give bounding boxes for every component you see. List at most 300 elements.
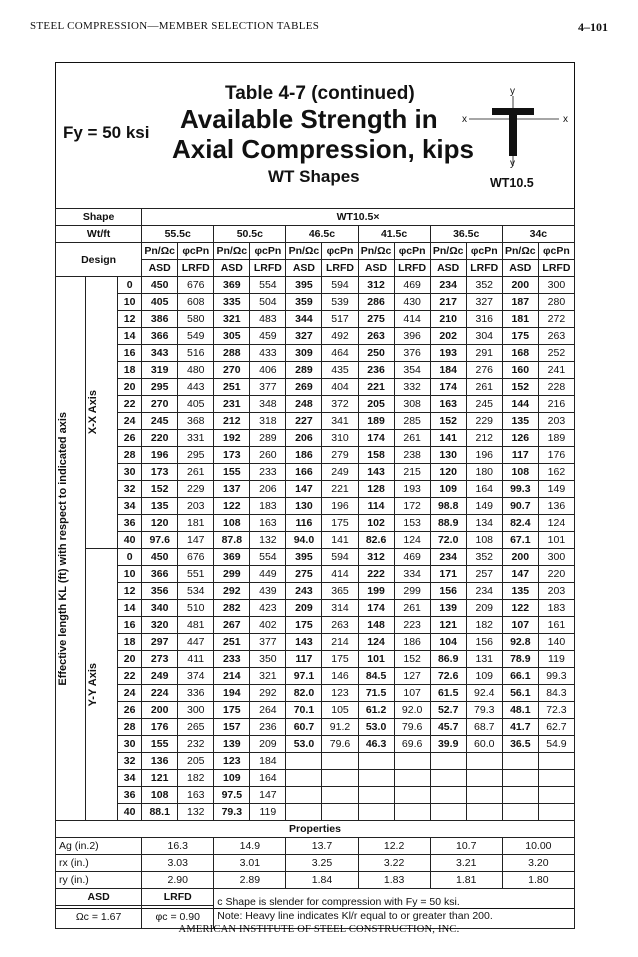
property-row [56,838,575,855]
strength-value [502,770,538,787]
lrfd-header: LRFD [538,260,574,277]
kl-value: 30 [118,464,142,481]
yy-axis-label [86,549,118,821]
page-footer: AMERICAN INSTITUTE OF STEEL CONSTRUCTION, INC. [178,924,460,935]
strength-value: 60.7 [286,719,322,736]
strength-value: 368 [178,413,214,430]
strength-value: 236 [358,362,394,379]
running-header: STEEL COMPRESSION—MEMBER SELECTION TABLES [30,20,320,32]
strength-value: 251 [214,379,250,396]
strength-value: 205 [358,396,394,413]
strength-value: 107 [502,617,538,634]
strength-value: 72.0 [430,532,466,549]
strength-value: 82.0 [286,685,322,702]
strength-value: 200 [502,549,538,566]
strength-value: 243 [286,583,322,600]
strength-value: 234 [430,549,466,566]
strength-value: 263 [538,328,574,345]
strength-value: 117 [502,447,538,464]
table-title-line1: Available Strength in [180,104,438,134]
strength-value: 450 [142,549,178,566]
strength-value: 594 [322,277,358,294]
strength-value: 152 [394,651,430,668]
strength-value: 126 [502,430,538,447]
table-row [56,600,575,617]
strength-value: 554 [250,277,286,294]
strength-value: 344 [286,311,322,328]
strength-value: 130 [286,498,322,515]
pn-asd-header: Pn/Ωc [502,243,538,260]
strength-value: 249 [322,464,358,481]
strength-value [430,753,466,770]
strength-value: 175 [286,617,322,634]
strength-value: 155 [142,736,178,753]
weight-header: 34c [502,226,574,243]
kl-value: 10 [118,566,142,583]
strength-value: 117 [286,651,322,668]
strength-value: 194 [214,685,250,702]
strength-value: 366 [142,566,178,583]
shape-designation: WT10.5 [490,176,534,190]
kl-value: 14 [118,328,142,345]
strength-value: 404 [322,379,358,396]
strength-value: 308 [394,396,430,413]
strength-value: 148 [358,617,394,634]
strength-value: 92.4 [466,685,502,702]
strength-value: 203 [538,583,574,600]
strength-value: 97.5 [214,787,250,804]
strength-value: 608 [178,294,214,311]
strength-value: 109 [430,481,466,498]
strength-value: 336 [178,685,214,702]
strength-value: 492 [322,328,358,345]
strength-value: 310 [322,430,358,447]
strength-value: 447 [178,634,214,651]
strength-value: 374 [178,668,214,685]
strength-value: 341 [322,413,358,430]
strength-value: 510 [178,600,214,617]
strength-value: 377 [250,379,286,396]
strength-value: 352 [466,277,502,294]
strength-value: 260 [250,447,286,464]
strength-value: 377 [250,634,286,651]
strength-value: 539 [322,294,358,311]
table-row [56,430,575,447]
strength-value: 300 [538,277,574,294]
strength-value: 238 [394,447,430,464]
table-row [56,719,575,736]
strength-value: 45.7 [430,719,466,736]
strength-value: 163 [178,787,214,804]
table-row [56,770,575,787]
property-value: 14.9 [214,838,286,855]
strength-value: 152 [142,481,178,498]
strength-value: 233 [214,651,250,668]
strength-value: 72.6 [430,668,466,685]
strength-value: 295 [142,379,178,396]
table-row [56,668,575,685]
strength-value [286,753,322,770]
strength-value: 534 [178,583,214,600]
strength-value: 275 [358,311,394,328]
strength-value: 221 [358,379,394,396]
kl-value: 24 [118,685,142,702]
strength-value: 263 [358,328,394,345]
strength-value: 241 [538,362,574,379]
table-row [56,634,575,651]
strength-value [466,753,502,770]
strength-value: 147 [178,532,214,549]
strength-value: 212 [466,430,502,447]
strength-value: 327 [466,294,502,311]
strength-value: 423 [250,600,286,617]
strength-value: 147 [286,481,322,498]
strength-value: 141 [322,532,358,549]
strength-value: 70.1 [286,702,322,719]
strength-value: 352 [466,549,502,566]
strength-value: 114 [358,498,394,515]
strength-value: 53.0 [358,719,394,736]
strength-value: 158 [358,447,394,464]
table-row [56,294,575,311]
strength-value: 108 [214,515,250,532]
strength-value: 251 [214,634,250,651]
strength-value: 67.1 [502,532,538,549]
xx-axis-label [86,277,118,549]
strength-value: 285 [394,413,430,430]
table-row [56,498,575,515]
strength-value: 101 [538,532,574,549]
property-value: 13.7 [286,838,358,855]
table-row [56,311,575,328]
kl-value: 28 [118,447,142,464]
strength-value [502,787,538,804]
strength-value: 676 [178,549,214,566]
strength-value: 189 [358,413,394,430]
strength-value: 149 [538,481,574,498]
strength-value: 91.2 [322,719,358,736]
strength-value: 99.3 [538,668,574,685]
strength-value: 209 [286,600,322,617]
strength-value: 156 [430,583,466,600]
kl-value: 10 [118,294,142,311]
strength-value: 98.8 [430,498,466,515]
strength-value: 53.0 [286,736,322,753]
strength-value: 369 [214,549,250,566]
strength-value: 184 [250,753,286,770]
strength-value: 449 [250,566,286,583]
kl-value: 36 [118,787,142,804]
strength-value: 147 [502,566,538,583]
strength-value [430,804,466,821]
strength-value: 267 [214,617,250,634]
strength-value: 282 [214,600,250,617]
shape-value: WT10.5× [142,209,575,226]
strength-value: 372 [322,396,358,413]
strength-value: 365 [322,583,358,600]
table-row [56,379,575,396]
kl-value: 0 [118,277,142,294]
property-value: 10.00 [502,838,574,855]
strength-value: 261 [394,430,430,447]
strength-value: 130 [430,447,466,464]
strength-value: 140 [538,634,574,651]
table-row [56,447,575,464]
properties-header: Properties [56,821,575,838]
kl-value: 36 [118,515,142,532]
strength-value: 128 [358,481,394,498]
strength-value [538,787,574,804]
strength-value: 144 [502,396,538,413]
strength-value: 157 [214,719,250,736]
strength-value: 327 [286,328,322,345]
strength-value: 366 [142,328,178,345]
strength-value: 82.4 [502,515,538,532]
wt-section-icon [455,86,575,176]
strength-value: 321 [214,311,250,328]
strength-value: 181 [178,515,214,532]
strength-value: 220 [142,430,178,447]
table-row [56,566,575,583]
strength-value: 304 [466,328,502,345]
strength-value: 430 [394,294,430,311]
strength-value: 299 [394,583,430,600]
strength-value: 261 [178,464,214,481]
strength-value: 186 [286,447,322,464]
strength-value: 406 [250,362,286,379]
strength-value: 180 [466,464,502,481]
note-slender: c Shape is slender for compression with Fy = 50 ksi. [217,895,460,908]
strength-value: 174 [430,379,466,396]
strength-value: 87.8 [214,532,250,549]
strength-value: 264 [250,702,286,719]
kl-value: 20 [118,379,142,396]
strength-value [358,804,394,821]
strength-value: 97.1 [286,668,322,685]
notes [214,889,575,929]
strength-value: 594 [322,549,358,566]
weight-header: 55.5c [142,226,214,243]
strength-value: 196 [322,498,358,515]
strength-value [286,804,322,821]
table-title-line2: Axial Compression, kips [172,134,474,164]
kl-value: 40 [118,804,142,821]
table-row [56,753,575,770]
yy-axis-label-text: Y-Y Axis [87,662,100,707]
strength-value: 135 [502,583,538,600]
strength-value: 203 [178,498,214,515]
strength-value [394,787,430,804]
strength-value: 109 [214,770,250,787]
table-row [56,702,575,719]
strength-value: 174 [358,430,394,447]
strength-value: 94.0 [286,532,322,549]
strength-value: 71.5 [358,685,394,702]
strength-value: 124 [358,634,394,651]
asd-footer-label: ASD [56,889,142,906]
strength-value: 214 [322,634,358,651]
asd-header: ASD [502,260,538,277]
strength-value: 176 [538,447,574,464]
kl-value: 14 [118,600,142,617]
table-row [56,481,575,498]
pn-lrfd-header: φcPn [322,243,358,260]
strength-value: 433 [250,345,286,362]
table-row [56,804,575,821]
strength-value: 88.9 [430,515,466,532]
property-value: 2.90 [142,872,214,889]
kl-value: 40 [118,532,142,549]
kl-value: 18 [118,362,142,379]
table-row [56,787,575,804]
strength-value: 120 [142,515,178,532]
asd-header: ASD [430,260,466,277]
strength-value: 54.9 [538,736,574,753]
strength-value: 97.6 [142,532,178,549]
strength-value: 273 [142,651,178,668]
strength-value: 343 [142,345,178,362]
strength-value: 203 [538,413,574,430]
strength-value: 270 [142,396,178,413]
strength-value: 66.1 [502,668,538,685]
strength-value: 143 [358,464,394,481]
strength-value: 376 [394,345,430,362]
strength-value: 146 [322,668,358,685]
strength-value: 257 [466,566,502,583]
table-row [56,396,575,413]
strength-value: 175 [214,702,250,719]
strength-value: 135 [502,413,538,430]
strength-value: 109 [466,668,502,685]
strength-value: 554 [250,549,286,566]
strength-value: 171 [430,566,466,583]
strength-value [430,770,466,787]
strength-value: 119 [538,651,574,668]
strength-value [538,753,574,770]
lrfd-header: LRFD [394,260,430,277]
weight-label: Wt/ft [56,226,142,243]
table-row [56,583,575,600]
strength-value [466,787,502,804]
strength-value: 214 [214,668,250,685]
lrfd-header: LRFD [322,260,358,277]
strength-value: 172 [394,498,430,515]
kl-value: 16 [118,345,142,362]
strength-value: 182 [466,617,502,634]
strength-value: 175 [502,328,538,345]
strength-value: 164 [466,481,502,498]
strength-value: 186 [394,634,430,651]
kl-value: 30 [118,736,142,753]
strength-value: 79.3 [214,804,250,821]
weight-header: 36.5c [430,226,502,243]
yield-strength: Fy = 50 ksi [63,123,150,142]
strength-value: 139 [430,600,466,617]
strength-value: 369 [214,277,250,294]
strength-value: 359 [286,294,322,311]
strength-value: 221 [322,481,358,498]
strength-value: 229 [466,413,502,430]
strength-value: 288 [214,345,250,362]
strength-value: 411 [178,651,214,668]
strength-value: 127 [394,668,430,685]
asd-header: ASD [286,260,322,277]
strength-value: 318 [250,413,286,430]
strength-value: 79.6 [322,736,358,753]
strength-value: 134 [466,515,502,532]
strength-value: 291 [466,345,502,362]
strength-value: 402 [250,617,286,634]
strength-value: 131 [466,651,502,668]
strength-value: 249 [142,668,178,685]
strength-value: 297 [142,634,178,651]
strength-value: 312 [358,277,394,294]
strength-value: 464 [322,345,358,362]
strength-value: 676 [178,277,214,294]
strength-value: 289 [250,430,286,447]
property-value: 3.21 [430,855,502,872]
kl-value: 32 [118,481,142,498]
strength-value: 229 [178,481,214,498]
strength-value: 228 [538,379,574,396]
strength-value [466,770,502,787]
strength-value: 189 [538,430,574,447]
kl-value: 20 [118,651,142,668]
axis-y-top-label: y [510,86,515,97]
strength-value: 517 [322,311,358,328]
strength-value: 279 [322,447,358,464]
strength-value: 79.3 [466,702,502,719]
strength-value [394,753,430,770]
strength-value: 386 [142,311,178,328]
strength-value: 199 [358,583,394,600]
strength-value: 217 [430,294,466,311]
table-row [56,464,575,481]
strength-value: 84.5 [358,668,394,685]
property-value: 1.81 [430,872,502,889]
strength-value: 153 [394,515,430,532]
table-row [56,277,575,294]
weight-header: 50.5c [214,226,286,243]
strength-value: 295 [178,447,214,464]
table-row [56,549,575,566]
strength-value: 232 [178,736,214,753]
strength-value: 450 [142,277,178,294]
strength-value: 183 [250,498,286,515]
strength-value: 350 [250,651,286,668]
table-row [56,736,575,753]
strength-value: 435 [322,362,358,379]
strength-value: 309 [286,345,322,362]
property-value: 2.89 [214,872,286,889]
strength-value: 160 [502,362,538,379]
page-number: 4–101 [578,20,608,34]
strength-value: 122 [502,600,538,617]
strength-value: 481 [178,617,214,634]
pn-asd-header: Pn/Ωc [358,243,394,260]
strength-value [322,804,358,821]
strength-value [322,787,358,804]
strength-value: 224 [142,685,178,702]
strength-value: 121 [430,617,466,634]
table-row [56,345,575,362]
pn-asd-header: Pn/Ωc [286,243,322,260]
kl-value: 16 [118,617,142,634]
asd-header: ASD [214,260,250,277]
weight-header: 46.5c [286,226,358,243]
strength-value: 143 [286,634,322,651]
pn-asd-header: Pn/Ωc [214,243,250,260]
